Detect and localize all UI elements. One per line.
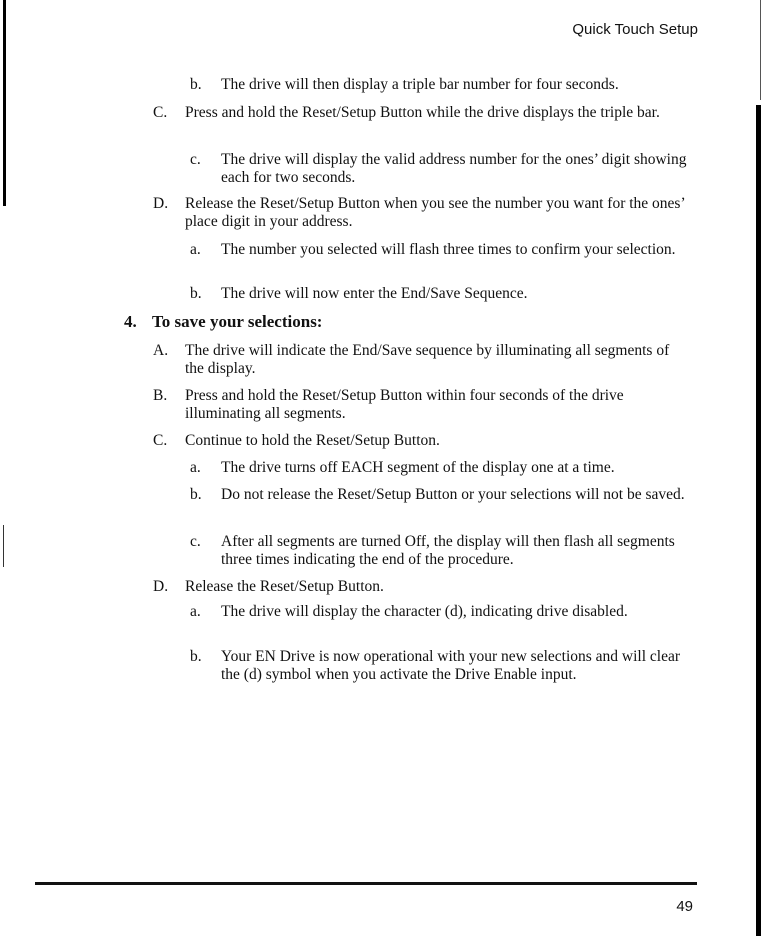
item-label: b. xyxy=(190,648,202,665)
scan-edge-right xyxy=(756,105,761,936)
item-label: C. xyxy=(153,104,168,121)
item-label: c. xyxy=(190,533,201,550)
item-text: The drive will then display a triple bar number for four seconds. xyxy=(221,76,619,93)
item-label: a. xyxy=(190,241,201,258)
item-text: Your EN Drive is now operational with your new selections and will clear the (d) symbol when you activate the Drive Enable input. xyxy=(221,648,681,683)
item-text: Release the Reset/Setup Button. xyxy=(185,578,384,595)
section-number: 4. xyxy=(124,312,137,331)
item-text: The number you selected will flash three times to confirm your selection. xyxy=(221,241,676,258)
item-text: Do not release the Reset/Setup Button or your selections will not be saved. xyxy=(221,486,685,503)
item-text: Continue to hold the Reset/Setup Button. xyxy=(185,432,440,449)
item-text: The drive turns off EACH segment of the display one at a time. xyxy=(221,459,615,476)
item-text: The drive will display the character (d), indicating drive disabled. xyxy=(221,603,628,620)
item-label: C. xyxy=(153,432,168,449)
running-header: Quick Touch Setup xyxy=(572,21,698,38)
item-label: a. xyxy=(190,603,201,620)
item-text: The drive will indicate the End/Save sequence by illuminating all segments of the display. xyxy=(185,342,670,377)
item-text: After all segments are turned Off, the display will then flash all segments three times indicating the end of the procedure. xyxy=(221,533,675,568)
scan-edge-left xyxy=(3,0,6,206)
item-text: The drive will display the valid address number for the ones’ digit showing each for two seconds. xyxy=(221,151,687,186)
scan-edge-left-mark xyxy=(3,525,4,567)
item-text: The drive will now enter the End/Save Sequence. xyxy=(221,285,528,302)
section-title: To save your selections: xyxy=(152,312,323,331)
item-label: b. xyxy=(190,76,202,93)
item-label: D. xyxy=(153,578,169,595)
footer-rule xyxy=(35,882,697,885)
item-label: B. xyxy=(153,387,168,404)
item-text: Press and hold the Reset/Setup Button within four seconds of the drive illuminating all segments. xyxy=(185,387,624,422)
item-text: Press and hold the Reset/Setup Button while the drive displays the triple bar. xyxy=(185,104,660,121)
item-label: A. xyxy=(153,342,169,359)
item-label: a. xyxy=(190,459,201,476)
item-label: b. xyxy=(190,285,202,302)
item-label: D. xyxy=(153,195,169,212)
item-text: Release the Reset/Setup Button when you see the number you want for the ones’ place digit in your address. xyxy=(185,195,685,230)
item-label: b. xyxy=(190,486,202,503)
page-number: 49 xyxy=(676,898,693,915)
item-label: c. xyxy=(190,151,201,168)
